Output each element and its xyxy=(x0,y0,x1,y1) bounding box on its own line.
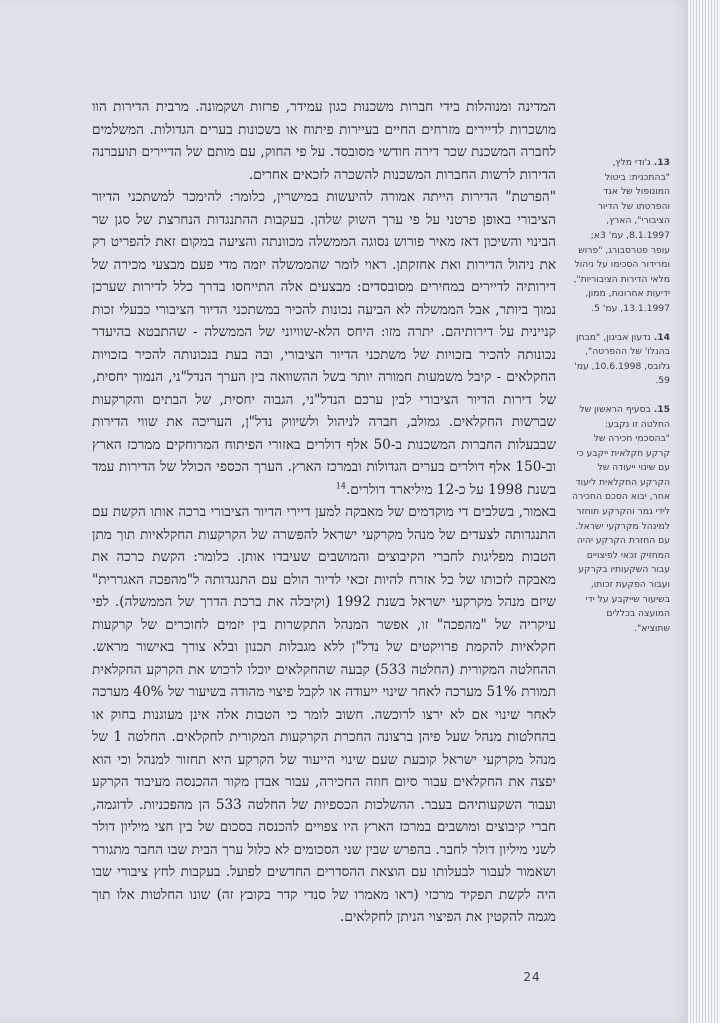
note-number: 14. xyxy=(653,331,670,343)
sidebar-notes xyxy=(570,156,670,650)
note-text: ג'ודי מלץ, "בהתכנית: ביטול המונופול של אגד והפרטתו של הדיור הציבורי", הארץ, 8.1.1997, עמ' 3א; עופר פטרסבורג, "פרוש ומרידור הסכימו על ניהול מלאי הדירות הציבוריות", ידיעות אחרונות, ממון, 13.1.1997, עמ' 5. xyxy=(573,157,670,314)
main-text-column xyxy=(92,96,556,929)
sidebar-note-15 xyxy=(570,403,670,637)
paragraph-2-text: "הפרטת" הדירות הייתה אמורה להיעשות במישרין, כלומר: להימכר למשתכני הדיור הציבורי באופן פרטני על פי ערך השוק שלהן. בעקבות ההתנגדות הנחרצת של סגן שר הבינוי והשיכון דאז מאיר פורוש נסוגה הממשלה מכוונתה והציעה במקום זאת להפריט רק את ניהול הדירות ואת אחזקתן. ראוי לומר שהממשלה יזמה מדי פעם מבצעי מכירה של דירותיה לדיירים במחירים מסובסדים: מבצעים אלה התייחסו בדרך כלל לדירות שערכן נמוך ביותר, אבל הממשלה לא הביעה נכונות להכיר במשתכני הדיור הציבורי כבעלי זכות קניינית על דירותיהם. יתרה מזו: היחס הלא-שוויוני של הממשלה - שהתבטא בהיעדר נכונותה להכיר בזכויות של משתכני הדיור הציבורי, ובה בעת בנכונותה להכיר בזכויות החקלאים - קיבל משמעות חמורה יותר בשל ההשוואה בין הערך הנדל"ני, הנמוך יחסית, של דירות הדיור הציבורי לבין ערכם הנדל"ני, הגבוה יחסית, של הבתים והקרקעות שברשות החקלאים. גמולב, חברה לניהול ולשיווק נדל"ן, העריכה את שווי הדירות שבבעלות החברות המשכנות ב-50 אלף דולרים באזורי הפיתוח המרוחקים ממרכז הארץ וב-150 אלף דולרים בערים הגדולות ובמרכז הארץ. הערך הכספי הכולל של הדירות עמד בשנת 1998 על כ-12 מיליארד דולרים. xyxy=(92,189,556,498)
page-number: 24 xyxy=(523,970,541,984)
paragraph-2 xyxy=(92,186,556,501)
paragraph-1: המדינה ומנוהלות בידי חברות משכנות כגון עמידר, פרזות ושקמונה. מרבית הדירות הוו מושכרות לדיירים מזרחים החיים בעיירות פיתוח או בשכונות בערים הגדולות. המשלמים לחברה המשכנת שכר דירה חודשי מסובסד. על פי החוק, עם מותם של הדיירים תועברנה הדירות לרשות החברות המשכנות להשכרה לזכאים אחרים. xyxy=(92,99,556,183)
paragraph-3: באמור, בשלבים די מוקדמים של מאבקה למען דיירי הדיור הציבורי ברכה אותו הקשת עם התנגדותה לצעדים של מנהל מקרקעי ישראל להפשרה של הקרקעות החקלאיות תוך מתן הטבות מפליגות לחברי הקיבוצים והמושבים שעיבדו אותן. כלומר: הקשת כרכה את מאבקה לזכותו של כל אזרח להיות זכאי לדיור הולם עם התנגדותה ל"מהפכה האגררית" שיזם מנהל מקרקעי ישראל בשנת 1992 (וקיבלה את ברכת הדרך של הממשלה). לפי עיקריה של "מהפכה" זו, אפשר המנהל התקשרות בין יזמים לחוכרים של קרקעות חקלאיות להקמת פרויקטים של נדל"ן ללא מגבלות תכנון ובלא צורך באישור מראש. ההחלטה המקורית (החלטה 533) קבעה שהחקלאים יוכלו לרכוש את הקרקע החקלאית תמורת 51% מערכה לאחר שינוי ייעודה או לקבל פיצוי מהודה בשיעור של 40% מערכה לאחר שינוי אם לא ירצו לרוכשה. חשוב לומר כי הטבות אלה אינן מעוגנות בחוק או בהחלטות מנהל שעל פיהן ברצונה החכרת הקרקעות המקורית לחקלאים. החלטה 1 של מנהל מקרקעי ישראל קובעת שעם שינוי הייעוד של הקרקע היא תחזור למנהל וכי הוא יפצה את החקלאים עבור סיום חוזה החכירה, עבור אבדן מקור ההכנסה מעיבוד הקרקע ועבור השקעותיהם בעבר. ההשלכות הכספיות של החלטה 533 הן מהפכניות. לדוגמה, חברי קיבוצים ומושבים במרכז הארץ היו צפויים להכנסה בסכום של בין חצי מיליון דולר לשני מיליון דולר לחבר. בהפרש שבין שני הסכומים לא כלול ערך הבית שבו החבר מתגורר ושאמור לעבור לבעלותו עם הוצאת ההסדרים החדשים לפועל. בעקבות לחץ ציבורי שבו היה לקשת תפקיד מרכזי (ראו מאמרו של סנדי קדר בקובץ זה) שונו החלטות אלו תוך מגמה להקטין את הפיצוי הניתן לחקלאים. xyxy=(92,504,557,925)
page-stack-edge xyxy=(688,0,720,1023)
note-text: נדעון אביגון, "מבחן בהנלו' של ההפרטה", גלובס, 10.6.1998, עמ' 59. xyxy=(574,331,670,387)
note-number: 13. xyxy=(653,157,670,168)
sidebar-note-14 xyxy=(570,331,670,389)
note-text: בסעיף הראשון של החלטה זו נקבע: "בהסכמי חכירה של קרקע חקלאית ייקבע כי עם שינוי ייעודה של הקרקע החקלאית ליעוד אחר, יבוא הסכם החכירה לידי גמר והקרקע תוחזר למינהל מקרקעי ישראל. עם החזרת הקרקע יהיה המחזיק זכאי לפיצויים עבור השקעותיו בקרקע ועבור הפקעת זכותו, בשיעור שייקבע על ידי המועצה בכללים שתוציא". xyxy=(571,403,670,634)
note-number: 15. xyxy=(653,403,670,415)
sidebar-note-13 xyxy=(570,156,670,317)
footnote-ref-14: 14 xyxy=(335,480,346,490)
